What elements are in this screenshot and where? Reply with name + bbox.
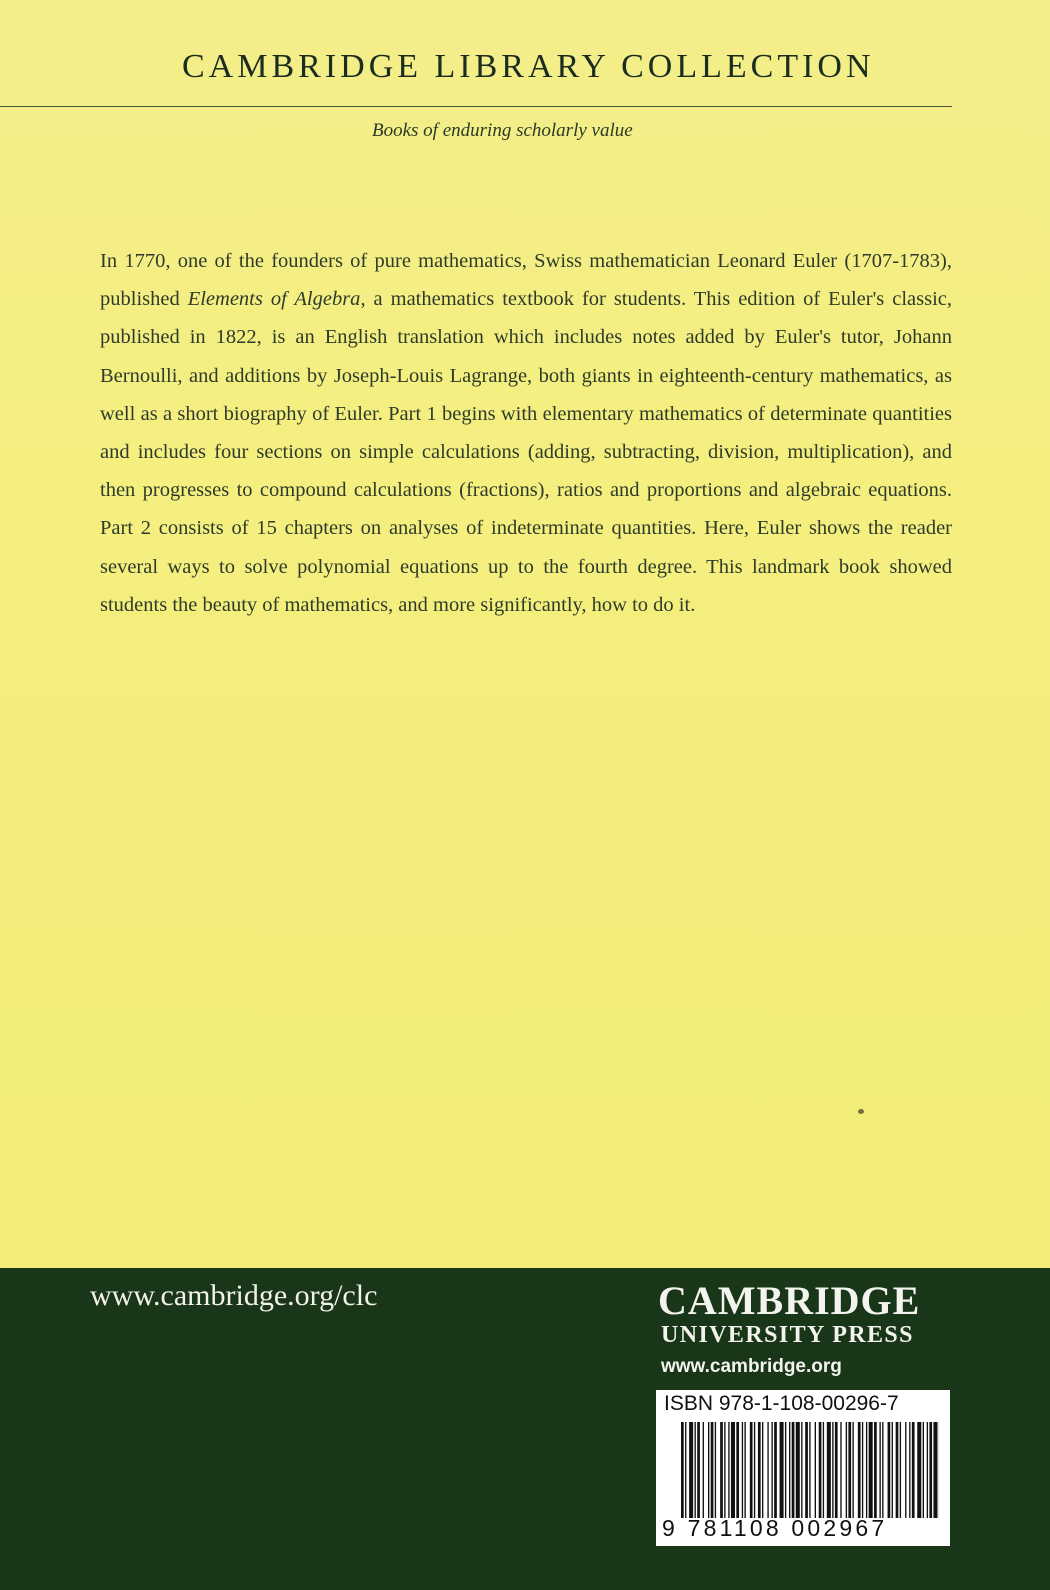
book-description: [100, 242, 952, 624]
book-title: Elements of Algebra: [187, 288, 361, 311]
series-tagline: Books of enduring scholarly value: [372, 120, 633, 141]
publisher-logo-name: CAMBRIDGE: [658, 1278, 921, 1323]
publisher-logo-subtitle: UNIVERSITY PRESS: [661, 1322, 914, 1348]
barcode-panel: [656, 1390, 950, 1546]
isbn-label: ISBN 978-1-108-00296-7: [664, 1392, 899, 1415]
series-title: CAMBRIDGE LIBRARY COLLECTION: [182, 48, 875, 85]
collection-url[interactable]: www.cambridge.org/clc: [90, 1279, 378, 1312]
description-text-1: In 1770, one of the founders of pure mathematics, Swiss mathematician Leonard Euler (1707-1783), published: [100, 250, 952, 311]
description-text-2: , a mathematics textbook for students. This edition of Euler's classic, published in 1822, is an English translation which includes notes added by Euler's tutor, Johann Bernoulli, and additions by Joseph-Louis Lagrange, both giants in eighteenth-century mathematics, as well as a short biography of Euler. Part 1 begins with elementary mathematics of determinate quantities and includes four sections on simple calculations (adding, subtracting, division, multiplication), and then progresses to compound calculations (fractions), ratios and proportions and algebraic equations. Part 2 consists of 15 chapters on analyses of indeterminate quantities. Here, Euler shows the reader several ways to solve polynomial equations up to the fourth degree. This landmark book showed students the beauty of mathematics, and more significantly, how to do it.: [100, 288, 952, 616]
barcode-icon: [681, 1422, 939, 1518]
print-speck: [858, 1109, 864, 1114]
publisher-url[interactable]: www.cambridge.org: [661, 1356, 842, 1377]
barcode-digits: 9 781108 002967: [662, 1515, 888, 1541]
header-rule: [0, 106, 952, 107]
